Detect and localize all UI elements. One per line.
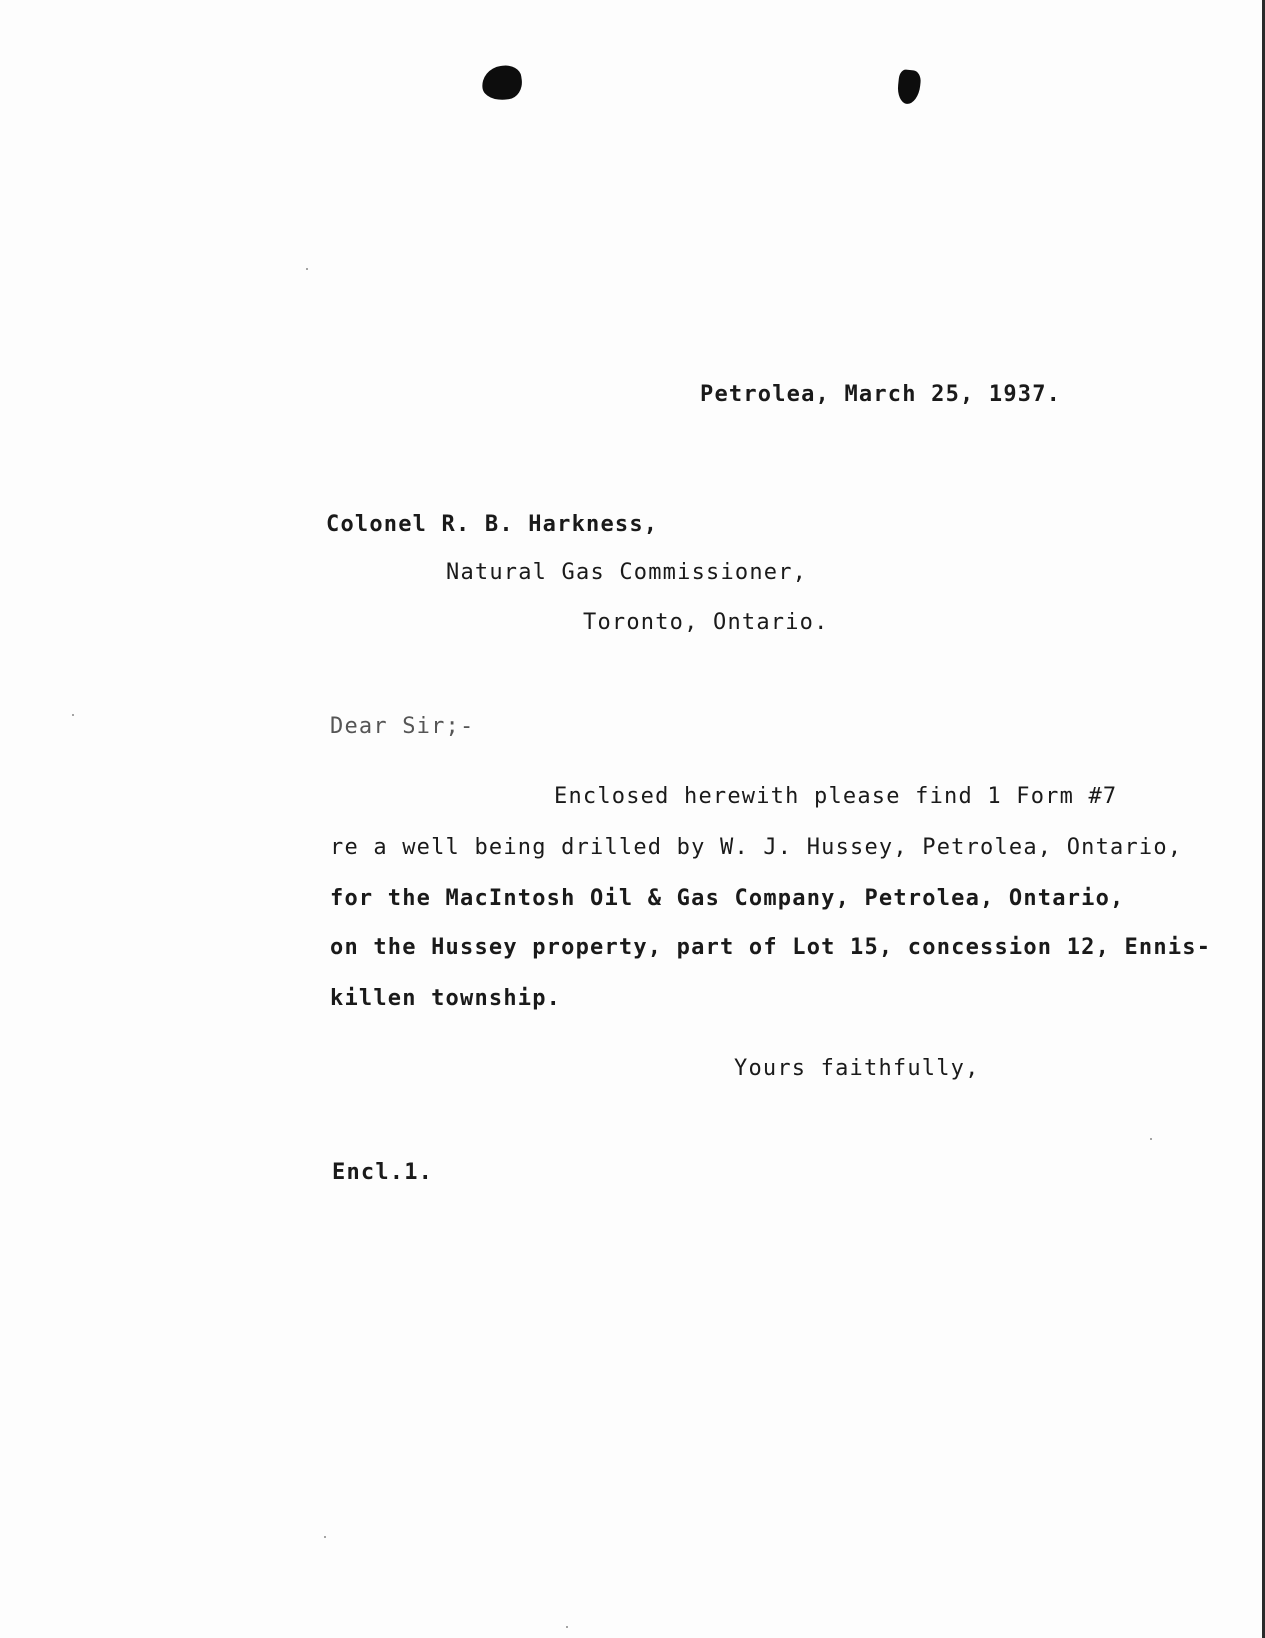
punch-hole-right [896, 69, 921, 105]
recipient-location: Toronto, Ontario. [583, 610, 829, 635]
body-line-2: re a well being drilled by W. J. Hussey, Petrolea, Ontario, [330, 835, 1183, 860]
paper-speck [324, 1536, 326, 1538]
body-line-4: on the Hussey property, part of Lot 15, concession 12, Ennis- [330, 935, 1212, 960]
dateline: Petrolea, March 25, 1937. [700, 382, 1062, 407]
recipient-name: Colonel R. B. Harkness, [326, 512, 659, 537]
paper-speck [566, 1626, 568, 1628]
body-line-5: killen township. [330, 986, 562, 1011]
recipient-title: Natural Gas Commissioner, [446, 560, 808, 585]
salutation: Dear Sir;- [330, 714, 475, 739]
paper-speck [1150, 1138, 1152, 1140]
closing: Yours faithfully, [734, 1056, 980, 1081]
punch-hole-left [480, 63, 524, 102]
enclosure-note: Encl.1. [332, 1160, 434, 1185]
paper-speck [306, 268, 308, 270]
body-line-3: for the MacIntosh Oil & Gas Company, Petrolea, Ontario, [330, 886, 1125, 911]
body-line-1: Enclosed herewith please find 1 Form #7 [554, 784, 1118, 809]
paper-speck [72, 714, 74, 716]
